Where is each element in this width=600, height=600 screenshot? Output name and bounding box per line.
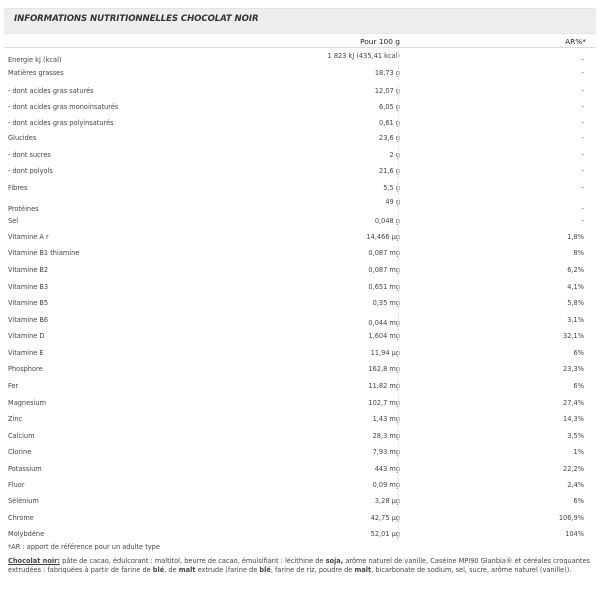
nutrient-label: Vitamine B2	[8, 266, 49, 274]
table-row	[0, 396, 600, 410]
column-divider	[398, 246, 399, 260]
nutrient-value: 21,6 g	[379, 167, 400, 175]
nutrient-value: 1,604 mg	[368, 332, 400, 340]
nutrient-label: Phosphore	[8, 365, 43, 373]
nutrient-label: Fibres	[8, 184, 28, 192]
column-divider	[398, 296, 399, 310]
table-row	[0, 148, 600, 162]
nutrient-ar: 6,2%	[567, 266, 584, 274]
nutrient-value: 1,43 mg	[372, 415, 400, 423]
nutrient-value: 49 g	[385, 198, 400, 206]
nutrient-value: 18,73 g	[374, 69, 400, 77]
nutrient-ar: 23,3%	[563, 365, 584, 373]
nutrient-label: - dont acides gras saturés	[8, 87, 94, 95]
table-row	[0, 100, 600, 114]
nutrient-label: Vitamine B5	[8, 299, 49, 307]
nutrient-label: - dont polyols	[8, 167, 53, 175]
table-row	[0, 313, 600, 327]
nutrient-label: - dont acides gras polyinsaturés	[8, 119, 114, 127]
column-divider	[398, 100, 399, 114]
column-divider	[398, 511, 399, 525]
nutrient-value: 6,05 g	[379, 103, 400, 111]
table-row	[0, 494, 600, 508]
column-divider	[398, 164, 399, 178]
ingredients-text: pâte de cacao, édulcorant : maltitol, beurre de cacao, émulsifiant : lécithine de	[60, 557, 326, 565]
nutrient-value: 11,82 mg	[368, 382, 400, 390]
nutrient-label: Vitamine A r	[8, 233, 49, 241]
column-divider	[398, 198, 399, 212]
table-row	[0, 296, 600, 310]
nutrient-ar: 2,4%	[567, 481, 584, 489]
nutrient-ar: 14,3%	[563, 415, 584, 423]
nutrient-ar: -	[581, 119, 584, 127]
column-divider	[398, 462, 399, 476]
allergen-ble: blé	[152, 566, 165, 574]
nutrient-ar: 6%	[573, 349, 584, 357]
nutrient-ar: 1%	[573, 448, 584, 456]
table-row	[0, 511, 600, 525]
table-row	[0, 412, 600, 426]
nutrient-ar: 104%	[565, 530, 584, 538]
column-header-ar: AR%*	[565, 37, 586, 46]
column-divider	[398, 263, 399, 277]
nutrient-label: Vitamine B6	[8, 316, 49, 324]
table-row	[0, 280, 600, 294]
nutrient-value: 2 g	[389, 151, 400, 159]
column-divider	[398, 329, 399, 343]
ingredients-lead: Chocolat noir:	[8, 557, 61, 565]
column-divider	[398, 214, 399, 228]
nutrient-ar: 27,4%	[563, 399, 584, 407]
column-divider	[398, 66, 399, 80]
nutrient-ar: -	[581, 87, 584, 95]
nutrient-value: 23,6 g	[379, 134, 400, 142]
nutrient-value: 7,93 mg	[372, 448, 400, 456]
allergen-malt: malt	[178, 566, 196, 574]
table-row	[0, 230, 600, 244]
column-divider	[398, 116, 399, 130]
nutrient-label: - dont sucres	[8, 151, 51, 159]
column-divider	[398, 445, 399, 459]
allergen-malt: malt	[354, 566, 372, 574]
nutrient-label: Zinc	[8, 415, 23, 423]
nutrient-value: 0,61 g	[379, 119, 400, 127]
nutrient-ar: 8%	[573, 249, 584, 257]
nutrient-ar: 22,2%	[563, 465, 584, 473]
nutrient-ar: 106,9%	[558, 514, 584, 522]
nutrient-value: 14,466 µg	[366, 233, 400, 241]
column-divider	[398, 181, 399, 195]
table-row	[0, 379, 600, 393]
table-row	[0, 131, 600, 145]
table-title: INFORMATIONS NUTRITIONNELLES CHOCOLAT NOIR	[14, 14, 259, 24]
nutrient-value: 11,94 µg	[370, 349, 400, 357]
nutrient-label: Vitamine B3	[8, 283, 49, 291]
column-divider	[398, 50, 399, 64]
column-divider	[398, 131, 399, 145]
nutrient-ar: 4,1%	[567, 283, 584, 291]
nutrient-value: 0,651 mg	[368, 283, 400, 291]
nutrient-value: 28,3 mg	[372, 432, 400, 440]
nutrient-ar: -	[581, 205, 584, 213]
table-row	[0, 50, 600, 64]
table-row	[0, 462, 600, 476]
nutrient-value: 0,087 mg	[368, 249, 400, 257]
nutrient-value: 3,28 µg	[374, 497, 400, 505]
nutrient-value: 5,5 g	[383, 184, 400, 192]
nutrient-label: Fluor	[8, 481, 25, 489]
column-divider	[398, 527, 399, 541]
table-row	[0, 362, 600, 376]
ingredients-text: extrude (farine de	[195, 566, 260, 574]
table-row	[0, 445, 600, 459]
nutrient-ar: -	[581, 56, 584, 64]
nutrient-label: Vitamine D	[8, 332, 45, 340]
table-row	[0, 116, 600, 130]
nutrient-label: Energie kJ (kcal)	[8, 56, 62, 64]
nutrient-value: 102,7 mg	[368, 399, 400, 407]
table-row	[0, 198, 600, 212]
column-divider	[398, 478, 399, 492]
allergen-soja: soja,	[325, 557, 344, 565]
column-divider	[398, 230, 399, 244]
column-divider	[398, 494, 399, 508]
column-divider	[398, 412, 399, 426]
nutrient-label: Potassium	[8, 465, 42, 473]
ar-footnote: *AR : apport de référence pour un adulte type	[8, 543, 160, 551]
nutrient-ar: -	[581, 217, 584, 225]
nutrient-label: Sel	[8, 217, 19, 225]
nutrient-label: Clorine	[8, 448, 32, 456]
column-divider	[398, 346, 399, 360]
nutrient-ar: 3,5%	[567, 432, 584, 440]
nutrient-value: 0,048 g	[374, 217, 400, 225]
table-row	[0, 346, 600, 360]
nutrient-label: Vitamine E	[8, 349, 44, 357]
nutrient-value: 1 823 kJ (435,41 kcal)	[327, 52, 400, 60]
nutrient-label: Protéines	[8, 205, 39, 213]
nutrient-ar: 6%	[573, 497, 584, 505]
nutrient-label: Matières grasses	[8, 69, 64, 77]
nutrient-ar: 1,8%	[567, 233, 584, 241]
nutrient-ar: -	[581, 151, 584, 159]
table-row	[0, 66, 600, 80]
table-row	[0, 214, 600, 228]
column-divider	[398, 148, 399, 162]
nutrient-ar: 3,1%	[567, 316, 584, 324]
nutrient-value: 52,01 µg	[370, 530, 400, 538]
column-divider	[398, 379, 399, 393]
table-row	[0, 164, 600, 178]
ingredients-text: , bicarbonate de sodium, sel, sucre, arôme naturel (vanille)).	[371, 566, 572, 574]
ingredients-text: arôme naturel de vanille, Caséine MPI90 Glanbia® et céréales croquantes extrudées : fabriquées à partir de farine de	[8, 557, 590, 574]
ingredients-text: , farine de riz, poudre de	[270, 566, 355, 574]
table-row	[0, 181, 600, 195]
nutrient-value: 443 mg	[374, 465, 400, 473]
nutrient-ar: 5,8%	[567, 299, 584, 307]
nutrient-ar: -	[581, 167, 584, 175]
table-row	[0, 246, 600, 260]
nutrient-label: Calcium	[8, 432, 35, 440]
nutrient-value: 0,35 mg	[372, 299, 400, 307]
nutrient-label: Fer	[8, 382, 19, 390]
table-row	[0, 329, 600, 343]
nutrient-label: Magnesium	[8, 399, 47, 407]
allergen-ble: blé	[259, 566, 271, 574]
ingredients-text: , de	[164, 566, 179, 574]
column-divider	[398, 429, 399, 443]
nutrient-label: Chrome	[8, 514, 34, 522]
nutrient-value: 42,75 µg	[370, 514, 400, 522]
table-row	[0, 429, 600, 443]
column-divider	[398, 362, 399, 376]
nutrient-label: - dont acides gras monoinsaturés	[8, 103, 119, 111]
nutrient-label: Vitamine B1 thiamine	[8, 249, 80, 257]
nutrient-ar: -	[581, 184, 584, 192]
table-row	[0, 84, 600, 98]
table-row	[0, 263, 600, 277]
nutrient-value: 12,07 g	[374, 87, 400, 95]
nutrient-ar: -	[581, 69, 584, 77]
nutrient-label: Sélénium	[8, 497, 39, 505]
column-divider	[398, 313, 399, 327]
nutrient-ar: 6%	[573, 382, 584, 390]
nutrient-label: Molybdène	[8, 530, 45, 538]
column-divider	[398, 396, 399, 410]
column-divider	[398, 280, 399, 294]
nutrient-value: 0,087 mg	[368, 266, 400, 274]
table-row	[0, 478, 600, 492]
table-row	[0, 527, 600, 541]
nutrient-value: 0,09 mg	[372, 481, 400, 489]
nutrient-value: 162,8 mg	[368, 365, 400, 373]
nutrient-label: Glucides	[8, 134, 37, 142]
column-divider	[398, 84, 399, 98]
ingredients-paragraph	[8, 557, 593, 575]
column-header-per-100g: Pour 100 g	[360, 37, 400, 46]
nutrient-ar: 32,1%	[563, 332, 584, 340]
nutrient-value: 0,044 mg	[368, 319, 400, 327]
nutrient-ar: -	[581, 103, 584, 111]
nutrient-ar: -	[581, 134, 584, 142]
